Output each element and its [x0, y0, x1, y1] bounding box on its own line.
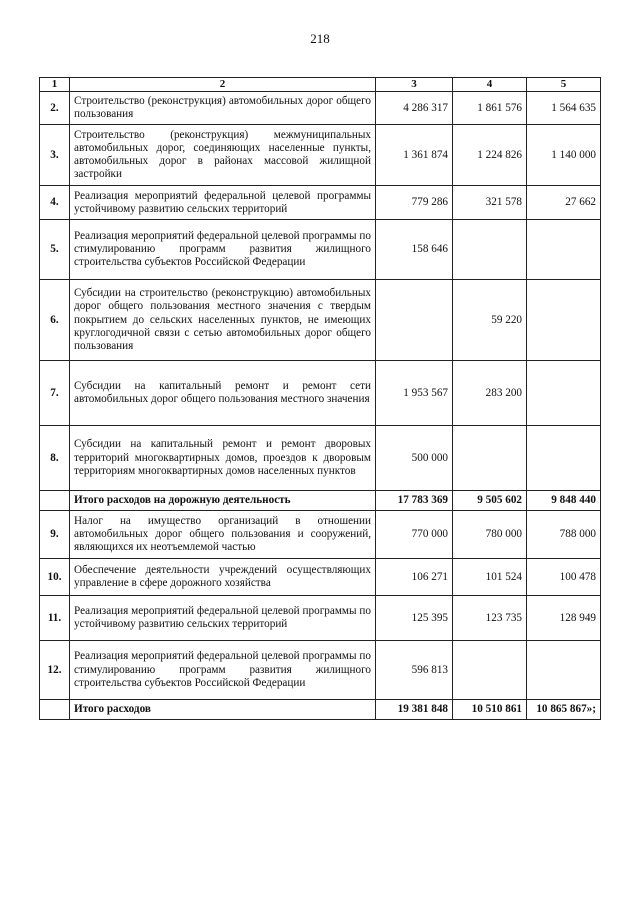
budget-table	[39, 77, 601, 720]
header-col-1: 1	[40, 78, 70, 92]
row-value-col3: 1 953 567	[376, 361, 453, 426]
row-name: Субсидии на капитальный ремонт и ремонт сети автомобильных дорог общего пользования местного значения	[70, 361, 376, 426]
row-value-col3: 500 000	[376, 426, 453, 491]
row-value-col4: 123 735	[453, 596, 527, 641]
table-row	[40, 511, 601, 559]
row-value-col4	[453, 641, 527, 700]
table-row	[40, 641, 601, 700]
row-value-col5: 100 478	[527, 559, 601, 596]
row-value-col4: 101 524	[453, 559, 527, 596]
row-value-col3: 158 646	[376, 220, 453, 280]
row-name: Реализация мероприятий федеральной целевой программы устойчивому развитию сельских территорий	[70, 186, 376, 220]
row-value-col4	[453, 220, 527, 280]
row-value-col5	[527, 641, 601, 700]
subtotal-row	[40, 491, 601, 511]
table-body	[40, 92, 601, 720]
row-number: 2.	[40, 92, 70, 125]
header-col-4: 4	[453, 78, 527, 92]
row-name: Итого расходов	[70, 700, 376, 720]
table-row	[40, 280, 601, 361]
total-row	[40, 700, 601, 720]
row-name: Субсидии на капитальный ремонт и ремонт дворовых территорий многоквартирных домов, проездов к дворовым территориям многоквартирных домов населенных пунктов	[70, 426, 376, 491]
row-value-col3: 4 286 317	[376, 92, 453, 125]
header-col-3: 3	[376, 78, 453, 92]
table-row	[40, 92, 601, 125]
row-value-col5: 27 662	[527, 186, 601, 220]
row-value-col4: 321 578	[453, 186, 527, 220]
table-row	[40, 426, 601, 491]
page-number: 218	[310, 31, 330, 46]
row-value-col3: 779 286	[376, 186, 453, 220]
table-header	[40, 78, 601, 92]
row-number: 5.	[40, 220, 70, 280]
row-value-col3: 125 395	[376, 596, 453, 641]
row-value-col3: 106 271	[376, 559, 453, 596]
row-number: 10.	[40, 559, 70, 596]
table-row	[40, 125, 601, 186]
row-name: Строительство (реконструкция) межмуниципальных автомобильных дорог, соединяющих населенные пункты, автомобильных дорог в районах массовой жилищной застройки	[70, 125, 376, 186]
header-col-5: 5	[527, 78, 601, 92]
row-number	[40, 700, 70, 720]
row-value-col3: 19 381 848	[376, 700, 453, 720]
row-name: Реализация мероприятий федеральной целевой программы по устойчивому развитию сельских территорий	[70, 596, 376, 641]
row-value-col4: 59 220	[453, 280, 527, 361]
row-value-col3: 1 361 874	[376, 125, 453, 186]
row-value-col5: 1 140 000	[527, 125, 601, 186]
row-value-col5: 128 949	[527, 596, 601, 641]
row-value-col4	[453, 426, 527, 491]
row-name: Субсидии на строительство (реконструкцию) автомобильных дорог общего пользования местного значения с твердым покрытием до сельских населенных пунктов, не имеющих круглогодичной связи с сетью автомобильных дорог общего пользования	[70, 280, 376, 361]
row-number	[40, 491, 70, 511]
row-name: Обеспечение деятельности учреждений осуществляющих управление в сфере дорожного хозяйства	[70, 559, 376, 596]
header-row	[40, 78, 601, 92]
table-row	[40, 361, 601, 426]
row-number: 9.	[40, 511, 70, 559]
row-value-col5	[527, 220, 601, 280]
table-row	[40, 186, 601, 220]
row-name: Итого расходов на дорожную деятельность	[70, 491, 376, 511]
row-number: 11.	[40, 596, 70, 641]
row-value-col3	[376, 280, 453, 361]
table-row	[40, 220, 601, 280]
header-col-2: 2	[70, 78, 376, 92]
row-number: 4.	[40, 186, 70, 220]
row-number: 3.	[40, 125, 70, 186]
table-row	[40, 596, 601, 641]
row-name: Реализация мероприятий федеральной целевой программы по стимулированию программ развития жилищного строительства субъектов Российской Федерации	[70, 220, 376, 280]
row-value-col5	[527, 361, 601, 426]
row-value-col4: 1 224 826	[453, 125, 527, 186]
row-name: Реализация мероприятий федеральной целевой программы по стимулированию программ развития жилищного строительства субъектов Российской Федерации	[70, 641, 376, 700]
row-value-col4: 9 505 602	[453, 491, 527, 511]
table-row	[40, 559, 601, 596]
row-value-col5: 10 865 867»;	[527, 700, 601, 720]
row-name: Налог на имущество организаций в отношении автомобильных дорог общего пользования и сооружений, являющихся их неотъемлемой частью	[70, 511, 376, 559]
row-value-col3: 17 783 369	[376, 491, 453, 511]
row-value-col4: 1 861 576	[453, 92, 527, 125]
row-value-col4: 780 000	[453, 511, 527, 559]
row-value-col3: 770 000	[376, 511, 453, 559]
row-number: 12.	[40, 641, 70, 700]
row-number: 8.	[40, 426, 70, 491]
row-value-col5	[527, 280, 601, 361]
row-number: 7.	[40, 361, 70, 426]
row-value-col3: 596 813	[376, 641, 453, 700]
row-value-col5: 9 848 440	[527, 491, 601, 511]
row-value-col5	[527, 426, 601, 491]
row-number: 6.	[40, 280, 70, 361]
row-value-col4: 10 510 861	[453, 700, 527, 720]
row-value-col4: 283 200	[453, 361, 527, 426]
row-value-col5: 788 000	[527, 511, 601, 559]
row-name: Строительство (реконструкция) автомобильных дорог общего пользования	[70, 92, 376, 125]
row-value-col5: 1 564 635	[527, 92, 601, 125]
